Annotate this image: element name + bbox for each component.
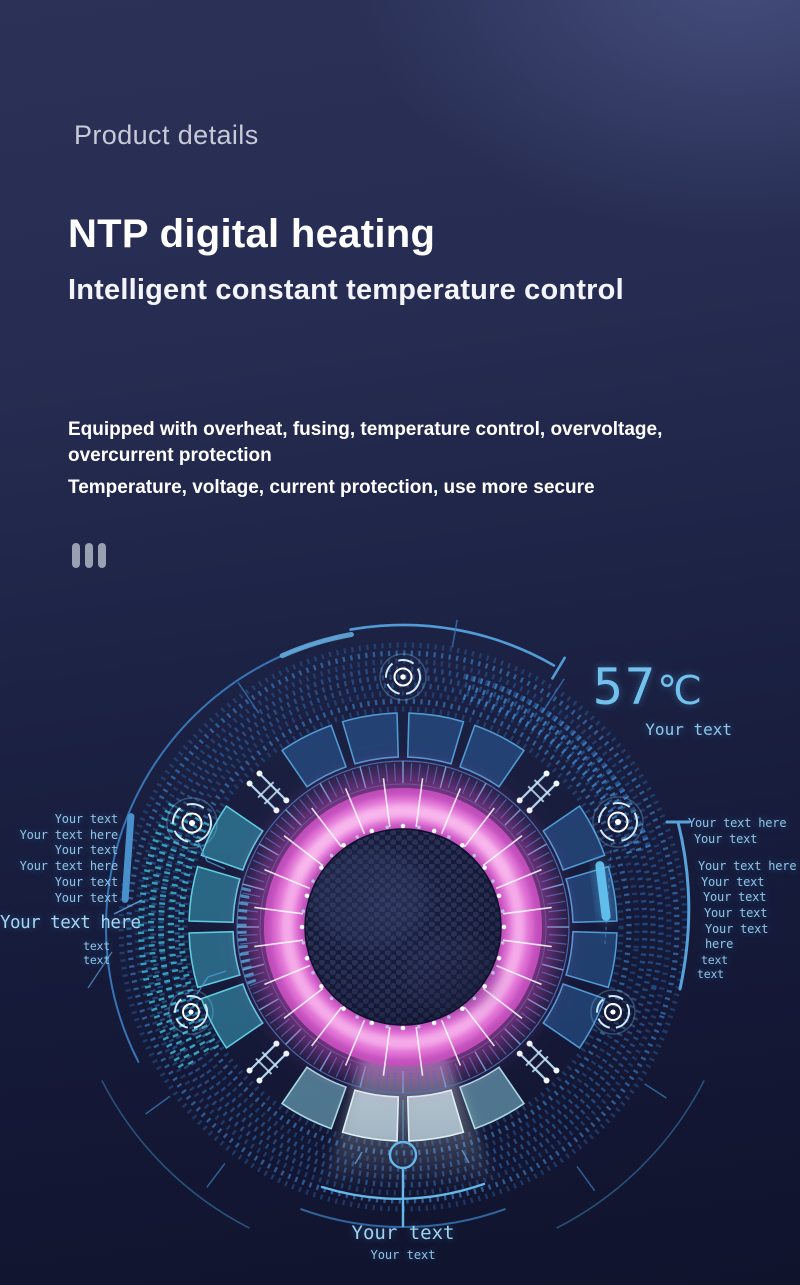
callout-sublabel: text: [83, 939, 110, 954]
callout-label: Your text here: [688, 816, 787, 830]
callout-label: Your text: [54, 874, 118, 889]
callout-label: Your text: [701, 874, 765, 889]
callout-label: Your text: [704, 905, 768, 920]
callout-label: Your text here: [19, 827, 118, 842]
feature-line-1: Equipped with overheat, fusing, temperature control, overvoltage, overcurrent protection: [68, 419, 663, 466]
temperature-value: 57: [592, 658, 658, 716]
left-callout-labels: [0, 812, 141, 968]
grip-bars-icon: [72, 543, 106, 568]
callout-label: Your text: [54, 843, 118, 858]
bottom-callout-sublabel: Your text: [370, 1248, 436, 1262]
temperature-caption: Your text: [645, 720, 732, 739]
bottom-callout-label: Your text: [351, 1222, 455, 1244]
callout-label: Your text here: [19, 859, 118, 874]
callout-label: Your text: [54, 812, 118, 826]
right-callout-labels: [688, 816, 800, 982]
callout-label: Your text here: [705, 921, 769, 952]
grip-bar: [85, 543, 93, 568]
callout-sublabel: text: [701, 952, 728, 967]
section-eyebrow: Product details: [74, 120, 259, 150]
temperature-unit: ℃: [657, 668, 702, 714]
callout-label: Your text: [54, 890, 118, 905]
callout-label: Your text: [694, 831, 758, 846]
callout-label: Your text: [703, 890, 767, 905]
callout-label: Your text here: [698, 859, 797, 874]
callout-sublabel: text: [697, 967, 724, 982]
product-subtitle: Intelligent constant temperature control: [68, 274, 624, 306]
temperature-readout: [542, 658, 732, 739]
grip-bar: [72, 543, 80, 568]
grip-bar: [98, 543, 106, 568]
callout-label-highlight: Your text here: [0, 913, 141, 934]
callout-sublabel: text: [83, 953, 110, 968]
bottom-callout: [303, 1222, 503, 1262]
product-title: NTP digital heating: [68, 212, 436, 256]
feature-line-2: Temperature, voltage, current protection, use more secure: [68, 477, 595, 498]
